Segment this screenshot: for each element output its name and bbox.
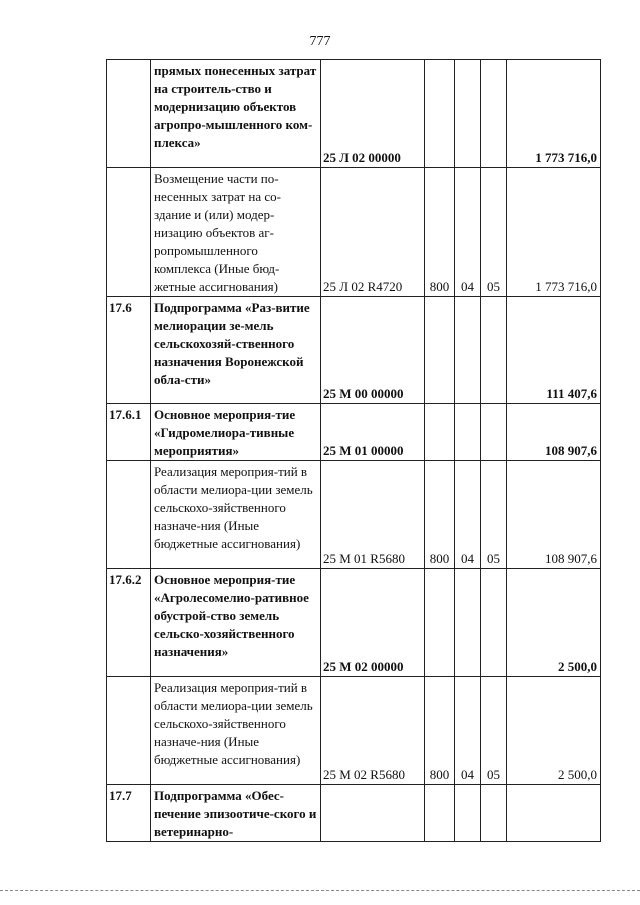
row-expense-type: 800 bbox=[425, 168, 455, 297]
row-amount: 2 500,0 bbox=[507, 569, 601, 677]
row-target-code bbox=[321, 785, 425, 842]
table-row bbox=[107, 569, 601, 677]
row-target-code: 25 М 02 00000 bbox=[321, 569, 425, 677]
row-name: Основное мероприя-тие «Агролесомелио-ративное обустрой-ство земель сельско-хозяйственного назначения» bbox=[151, 569, 321, 677]
row-section bbox=[455, 60, 481, 168]
row-name: прямых понесенных затрат на строитель-ство и модернизацию объектов агропро-мышленного ком-плекса» bbox=[151, 60, 321, 168]
row-amount bbox=[507, 785, 601, 842]
row-expense-type: 800 bbox=[425, 461, 455, 569]
row-number bbox=[107, 60, 151, 168]
row-name: Реализация мероприя-тий в области мелиора-ции земель сельскохо-зяйственного назначе-ния (Иные бюджетные ассигнования) bbox=[151, 461, 321, 569]
table-row bbox=[107, 60, 601, 168]
row-section bbox=[455, 404, 481, 461]
row-section bbox=[455, 569, 481, 677]
table-row bbox=[107, 461, 601, 569]
row-target-code: 25 Л 02 00000 bbox=[321, 60, 425, 168]
row-expense-type bbox=[425, 60, 455, 168]
row-subsection bbox=[481, 785, 507, 842]
row-name: Реализация мероприя-тий в области мелиора-ции земель сельскохо-зяйственного назначе-ния (Иные бюджетные ассигнования) bbox=[151, 677, 321, 785]
row-subsection: 05 bbox=[481, 677, 507, 785]
row-subsection bbox=[481, 60, 507, 168]
row-target-code: 25 М 01 00000 bbox=[321, 404, 425, 461]
row-section bbox=[455, 785, 481, 842]
page-number: 777 bbox=[309, 34, 331, 49]
row-section: 04 bbox=[455, 461, 481, 569]
budget-table bbox=[106, 59, 601, 842]
row-subsection bbox=[481, 569, 507, 677]
row-number bbox=[107, 461, 151, 569]
row-amount: 1 773 716,0 bbox=[507, 168, 601, 297]
row-number bbox=[107, 168, 151, 297]
row-subsection bbox=[481, 297, 507, 404]
row-name: Подпрограмма «Обес-печение эпизоотиче-ского и ветеринарно- bbox=[151, 785, 321, 842]
row-name: Подпрограмма «Раз-витие мелиорации зе-мель сельскохозяй-ственного назначения Воронежской обла-сти» bbox=[151, 297, 321, 404]
row-number: 17.6 bbox=[107, 297, 151, 404]
row-target-code: 25 Л 02 R4720 bbox=[321, 168, 425, 297]
row-expense-type bbox=[425, 297, 455, 404]
row-amount: 1 773 716,0 bbox=[507, 60, 601, 168]
row-name: Основное мероприя-тие «Гидромелиора-тивные мероприятия» bbox=[151, 404, 321, 461]
row-expense-type bbox=[425, 404, 455, 461]
row-section bbox=[455, 297, 481, 404]
table-row bbox=[107, 297, 601, 404]
table-row bbox=[107, 785, 601, 842]
row-name: Возмещение части по-несенных затрат на со-здание и (или) модер-низацию объектов аг-ропромышленного комплекса (Иные бюд-жетные ассигнования) bbox=[151, 168, 321, 297]
row-amount: 108 907,6 bbox=[507, 404, 601, 461]
row-subsection bbox=[481, 404, 507, 461]
row-amount: 2 500,0 bbox=[507, 677, 601, 785]
table-row bbox=[107, 404, 601, 461]
row-target-code: 25 М 01 R5680 bbox=[321, 461, 425, 569]
row-section: 04 bbox=[455, 677, 481, 785]
row-amount: 108 907,6 bbox=[507, 461, 601, 569]
page-bottom-divider bbox=[0, 890, 640, 893]
row-expense-type bbox=[425, 785, 455, 842]
row-subsection: 05 bbox=[481, 168, 507, 297]
row-expense-type bbox=[425, 569, 455, 677]
table-row bbox=[107, 168, 601, 297]
table-row bbox=[107, 677, 601, 785]
row-amount: 111 407,6 bbox=[507, 297, 601, 404]
row-target-code: 25 М 00 00000 bbox=[321, 297, 425, 404]
row-target-code: 25 М 02 R5680 bbox=[321, 677, 425, 785]
row-number: 17.7 bbox=[107, 785, 151, 842]
row-number: 17.6.1 bbox=[107, 404, 151, 461]
row-number bbox=[107, 677, 151, 785]
row-number: 17.6.2 bbox=[107, 569, 151, 677]
row-section: 04 bbox=[455, 168, 481, 297]
row-subsection: 05 bbox=[481, 461, 507, 569]
row-expense-type: 800 bbox=[425, 677, 455, 785]
